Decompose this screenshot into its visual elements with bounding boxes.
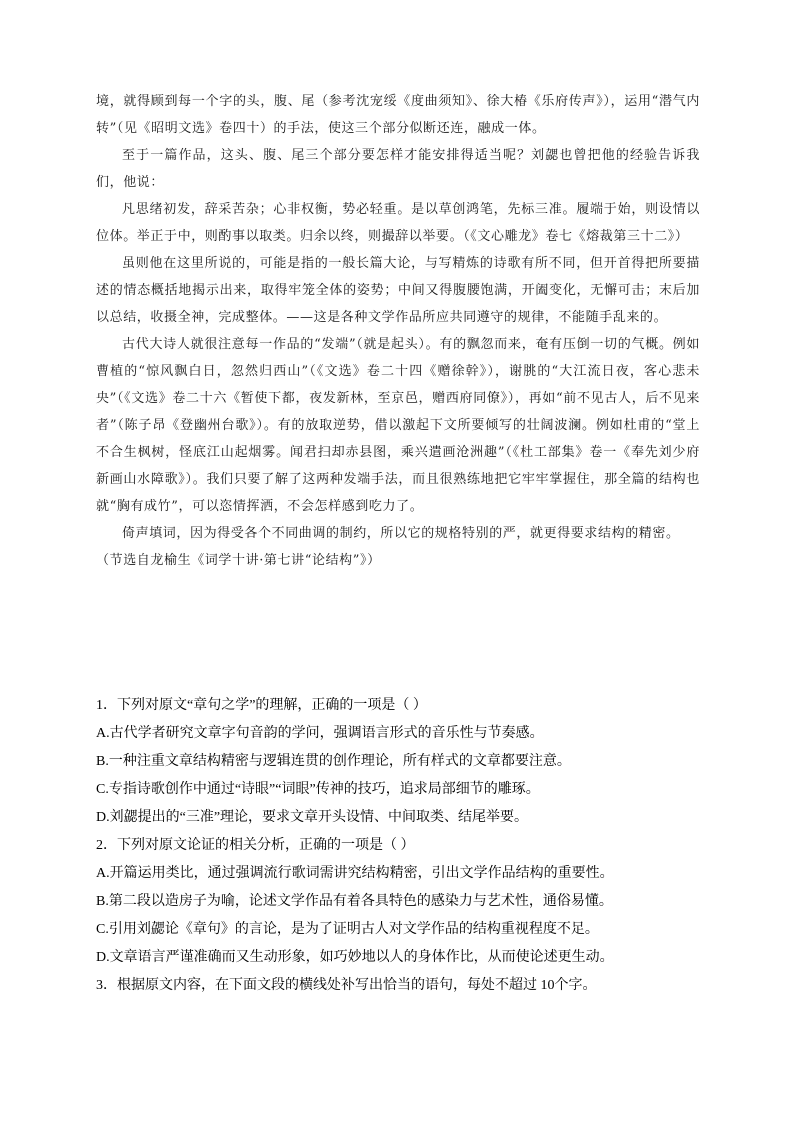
question-stem: 1．下列对原文“章句之学”的理解，正确的一项是（ ） <box>96 698 427 713</box>
reading-passage <box>96 88 700 574</box>
question-stem: 2．下列对原文论证的相关分析，正确的一项是（ ） <box>96 838 415 853</box>
source-citation: （节选自龙榆生《词学十讲·第七讲“论结构”》） <box>96 553 381 568</box>
option-d: D.文章语言严谨准确而又生动形象，如巧妙地以人的身体作比，从而使论述更生动。 <box>96 950 614 965</box>
passage-paragraph: 倚声填词，因为得受各个不同曲调的制约，所以它的规格特别的严，就更得要求结构的精密。 <box>122 526 680 541</box>
passage-paragraph: 虽则他在这里所说的，可能是指的一般长篇大论，与写精炼的诗歌有所不同，但开首得把所要描述的情态概括地揭示出来，取得牢笼全体的姿势；中间又得腹腰饱满，开阖变化，无懈可击；末后加以总结，收摄全神，完成整体。——这是各种文学作品所应共同遵守的规律，不能随手乱来的。 <box>96 256 700 325</box>
quoted-passage: 凡思绪初发，辞采苦杂；心非权衡，势必轻重。是以草创鸿笔，先标三准。履端于始，则设情以位体。举正于中，则酌事以取类。归余以终，则撮辞以举要。（《文心雕龙》卷七《熔裁第三十二》） <box>96 202 700 244</box>
option-d: D.刘勰提出的“三准”理论，要求文章开头设情、中间取类、结尾举要。 <box>96 810 529 825</box>
option-c: C.专指诗歌创作中通过“诗眼”“词眼”传神的技巧，追求局部细节的雕琢。 <box>96 782 540 797</box>
passage-paragraph: 境，就得顾到每一个字的头，腹、尾（参考沈宠绥《度曲须知》、徐大椿《乐府传声》），运用“潜气内转”（见《昭明文选》卷四十）的手法，使这三个部分似断还连，融成一体。 <box>96 94 700 136</box>
option-c: C.引用刘勰论《章句》的言论，是为了证明古人对文学作品的结构重视程度不足。 <box>96 922 599 937</box>
passage-paragraph: 至于一篇作品，这头、腹、尾三个部分要怎样才能安排得适当呢？刘勰也曾把他的经验告诉我们，他说： <box>96 148 700 190</box>
passage-paragraph: 古代大诗人就很注意每一作品的“发端”（就是起头）。有的飘忽而来，奄有压倒一切的气概。例如曹植的“惊风飘白日，忽然归西山”（《文选》卷二十四《赠徐幹》），谢朓的“大江流日夜，客心悲未央”（《文选》卷二十六《暂使下都，夜发新林，至京邑，赠西府同僚》），再如“前不见古人，后不见来者”（陈子昂《登幽州台歌》）。有的放取逆势，借以激起下文所要倾写的壮阔波澜。例如杜甫的“堂上不合生枫树，怪底江山起烟雾。闻君扫却赤县图，乘兴遣画沧洲趣”（《杜工部集》卷一《奉先刘少府新画山水障歌》）。我们只要了解了这两种发端手法，而且很熟练地把它牢牢掌握住，那全篇的结构也就“胸有成竹”，可以恣情挥洒，不会怎样感到吃力了。 <box>96 337 700 514</box>
option-b: B.一种注重文章结构精密与逻辑连贯的创作理论，所有样式的文章都要注意。 <box>96 754 571 769</box>
questions-section <box>96 692 700 1000</box>
option-a: A.古代学者研究文章字句音韵的学问，强调语言形式的音乐性与节奏感。 <box>96 726 544 741</box>
question-stem: 3．根据原文内容，在下面文段的横线处补写出恰当的语句，每处不超过 10个字。 <box>96 978 597 993</box>
option-a: A.开篇运用类比，通过强调流行歌词需讲究结构精密，引出文学作品结构的重要性。 <box>96 866 614 881</box>
option-b: B.第二段以造房子为喻，论述文学作品有着各具特色的感染力与艺术性，通俗易懂。 <box>96 894 613 909</box>
